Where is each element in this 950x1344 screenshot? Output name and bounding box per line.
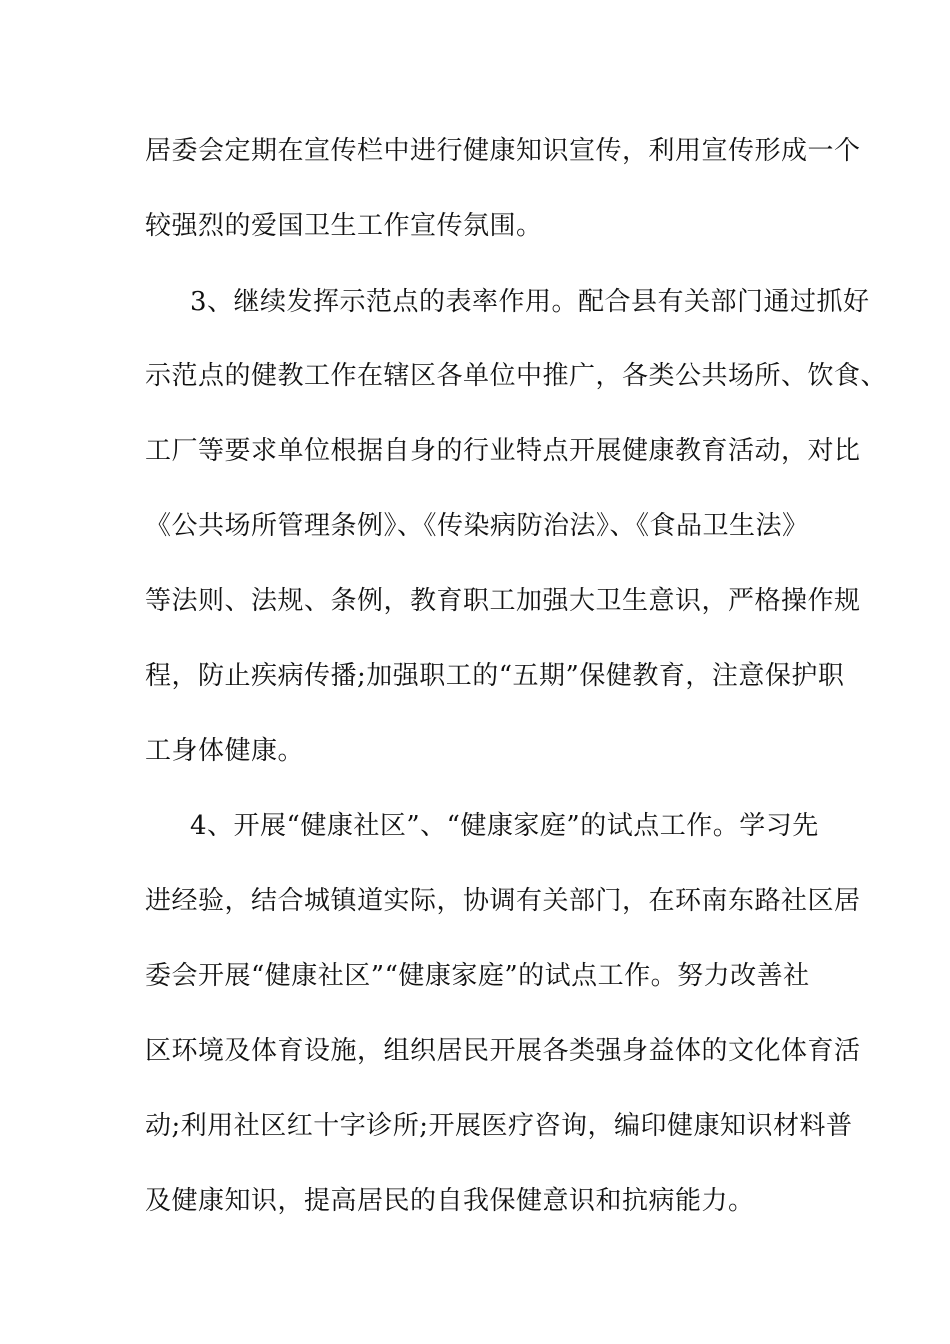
text-line-14: 动;利用社区红十字诊所;开展医疗咨询，编印健康知识材料普	[145, 1111, 853, 1141]
text-line-6: 《公共场所管理条例》、《传染病防治法》、《食品卫生法》	[145, 511, 809, 541]
text-line-12: 委会开展“健康社区”“健康家庭”的试点工作。努力改善社	[145, 961, 810, 991]
text-line-7: 等法则、法规、条例，教育职工加强大卫生意识，严格操作规	[145, 586, 861, 616]
text-line-11: 进经验，结合城镇道实际，协调有关部门，在环南东路社区居	[145, 886, 861, 916]
text-line-2: 较强烈的爱国卫生工作宣传氛围。	[145, 211, 543, 241]
text-line-9: 工身体健康。	[145, 736, 305, 766]
text-line-1: 居委会定期在宣传栏中进行健康知识宣传，利用宣传形成一个	[145, 136, 861, 166]
text-line-8: 程，防止疾病传播;加强职工的“五期”保健教育，注意保护职	[145, 661, 845, 691]
text-line-13: 区环境及体育设施，组织居民开展各类强身益体的文化体育活	[145, 1036, 861, 1066]
text-line-10: 4、开展“健康社区”、“健康家庭”的试点工作。学习先	[190, 811, 819, 841]
text-line-4: 示范点的健教工作在辖区各单位中推广，各类公共场所、饮食、	[145, 361, 888, 391]
text-line-15: 及健康知识，提高居民的自我保健意识和抗病能力。	[145, 1186, 755, 1216]
text-line-5: 工厂等要求单位根据自身的行业特点开展健康教育活动，对比	[145, 436, 861, 466]
text-line-3: 3、继续发挥示范点的表率作用。配合县有关部门通过抓好	[190, 287, 870, 317]
